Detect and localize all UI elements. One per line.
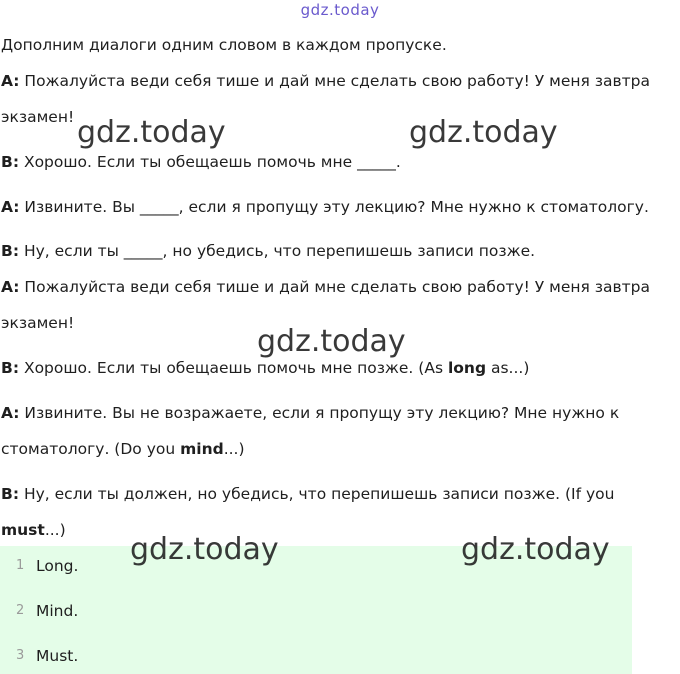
- instruction-text: Дополним диалоги одним словом в каждом пропуске.: [1, 36, 447, 54]
- dialogue-text: ...): [223, 440, 245, 458]
- answered-a1-line2: [1, 313, 74, 333]
- dialogue-text: Ну, если ты _____, но убедись, что перепишешь записи позже.: [23, 242, 536, 260]
- dialogue-text: Извините. Вы не возражаете, если я пропущу эту лекцию? Мне нужно к: [24, 404, 620, 422]
- task-a1-line1: [1, 71, 650, 91]
- watermark: gdz.today: [461, 532, 610, 567]
- answered-a2-line1: [1, 403, 619, 423]
- watermark: gdz.today: [257, 324, 406, 359]
- answers-panel: [0, 546, 632, 674]
- answer-text: Long.: [36, 557, 79, 575]
- speaker-label: A:: [1, 278, 20, 296]
- watermark: gdz.today: [77, 115, 226, 150]
- answer-item: [0, 644, 632, 668]
- hint-keyword: mind: [180, 440, 224, 458]
- dialogue-text: Ну, если ты должен, но убедись, что перепишешь записи позже. (If you: [23, 485, 615, 503]
- task-b1: [1, 152, 401, 172]
- answer-text: Must.: [36, 647, 79, 665]
- watermark: gdz.today: [130, 532, 279, 567]
- answer-number: 1: [16, 558, 25, 573]
- dialogue-text: Хорошо. Если ты обещаешь помочь мне _____.: [23, 153, 401, 171]
- dialogue-text: Пожалуйста веди себя тише и дай мне сделать свою работу! У меня завтра: [24, 72, 650, 90]
- dialogue-text: экзамен!: [1, 108, 75, 126]
- dialogue-text: Хорошо. Если ты обещаешь помочь мне позже. (As: [23, 359, 448, 377]
- dialogue-text: экзамен!: [1, 314, 75, 332]
- dialogue-text: ...): [44, 521, 66, 539]
- answer-item: [0, 599, 632, 623]
- hint-keyword: long: [447, 359, 487, 377]
- speaker-label: A:: [1, 404, 20, 422]
- dialogue-text: Пожалуйста веди себя тише и дай мне сделать свою работу! У меня завтра: [24, 278, 650, 296]
- speaker-label: A:: [1, 198, 20, 216]
- hint-keyword: must: [1, 521, 45, 539]
- answered-b2-line2: [1, 520, 66, 540]
- dialogue-text: Извините. Вы _____, если я пропущу эту лекцию? Мне нужно к стоматологу.: [24, 198, 649, 216]
- speaker-label: B:: [1, 242, 20, 260]
- answer-text: Mind.: [36, 602, 79, 620]
- answered-b2-line1: [1, 484, 614, 504]
- dialogue-text: as...): [486, 359, 530, 377]
- task-b2: [1, 241, 535, 261]
- watermark: gdz.today: [409, 115, 558, 150]
- answer-number: 2: [16, 603, 25, 618]
- answered-b1: [1, 358, 529, 378]
- dialogue-text: стоматологу. (Do you: [1, 440, 181, 458]
- task-a1-line2: [1, 107, 74, 127]
- answer-item: [0, 554, 632, 578]
- site-logo-watermark: gdz.today: [300, 1, 380, 19]
- task-a2: [1, 197, 649, 217]
- answered-a2-line2: [1, 439, 245, 459]
- answered-a1-line1: [1, 277, 650, 297]
- speaker-label: B:: [1, 485, 20, 503]
- answer-number: 3: [16, 648, 25, 663]
- speaker-label: A:: [1, 72, 20, 90]
- speaker-label: B:: [1, 359, 20, 377]
- speaker-label: B:: [1, 153, 20, 171]
